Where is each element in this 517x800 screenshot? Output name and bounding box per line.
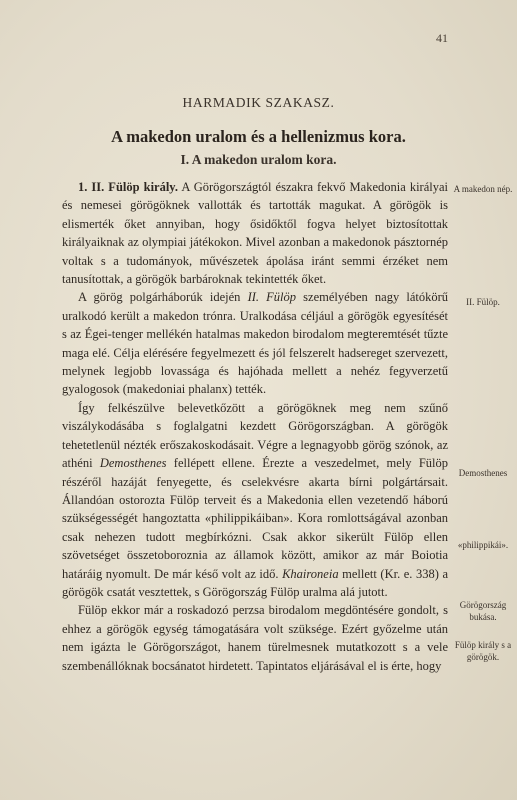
body-text [62,178,448,675]
section-heading: HARMADIK SZAKASZ. [182,95,335,110]
paragraph-2 [62,288,448,398]
chapter-title: A makedon uralom és a hellenizmus kora. [111,127,406,146]
paragraph-text: mellett (Kr. e. 338) a görögök csatát vesztettek, s Görögország Fülöp uralma alá jutott. [62,566,449,599]
paragraph-lead: 1. II. Fülöp király. [78,180,178,194]
subsection-title: I. A makedon uralom kora. [180,152,337,167]
paragraph-text: A görög polgárháborúk idején [78,290,248,305]
paragraph-4: Fülöp ekkor már a roskadozó perzsa birodalom megdöntésére gondolt, s ehhez a görögök egység támogatására volt szüksége. Ezért győzelme után nem igázta le Görögországot, hanem türelmesnek mutatkozott s a vele szembenállóknak bocsánatot hirdetett. Tapintatos eljárásával el is érte, hogy [62,603,448,673]
paragraph-text: A Görögországtól északra fekvő Makedonia királyai és nemesei görögöknek vallották és tartották magukat. A görögök is elismerték őket annyiban, hogy ősidőktől fogva helyet biztosítottak királyaiknak az olympiai játékokon. Mivel azonban a makedonok pásztornép voltak s a tudományok, művészetek ápolása iránt semmi érzéket nem tanusítottak, a görögök barbároknak tekintették őket. [62,180,448,287]
margin-note: «philippikái». [457,540,509,550]
paragraph-1 [62,178,448,288]
margin-note: II. Fülöp. [466,297,500,307]
margin-note: Demosthenes [458,468,508,478]
emphasis: Demosthenes [99,456,167,471]
paragraph-text: Így felkészülve belevetkőzött a görögöknek meg nem szűnő viszálykodásába s foglalgatni kezdett Görögországban. A görögök tehetetlenül nézték erőszakoskodásait. Végre a legnagyobb görög szónok, az athéni [62,400,448,471]
emphasis: Khaironeia [282,566,339,581]
paragraph-text: személyében nagy látókörű uralkodó került a makedon trónra. Uralkodása céljául a görögök egyesítését s az Égei-tenger mellékén hatalmas makedon birodalom megteremtését tűzte maga elé. Célja elérésére fegyelmezett és jól felszerelt hadsereget szervezett, melynek legjobb lovassága és hajóhada mellett a nehéz fegyverzetű gyalogosok (makedoniai phalanx) tették. [62,290,448,397]
emphasis: II. Fülöp [247,290,297,305]
paragraph-3 [62,399,448,601]
paragraph-text: fellépett ellene. Érezte a veszedelmet, mely Fülöp részéről hazáját fenyegette, és cselekvésre akarta bírni polgártársait. Állandóan ostorozta Fülöp terveit és a Makedonia ellen vezetendő háború szükségességét hangoztatta «philippikáiban». Kora romlottságával azonban csak nehezen tudott megbírkózni. Csak akkor sikerült Fülöp ellen szövetséget összetoboroznia az államok között, amikor az már Boiotia határáig nyomult. De már késő volt az idő. [62,456,448,581]
margin-note: Görögország bukása. [459,600,507,622]
margin-note: A makedon nép. [453,184,513,194]
margin-note: Fülöp király s a görögök. [454,640,512,662]
page-number: 41 [436,31,448,45]
